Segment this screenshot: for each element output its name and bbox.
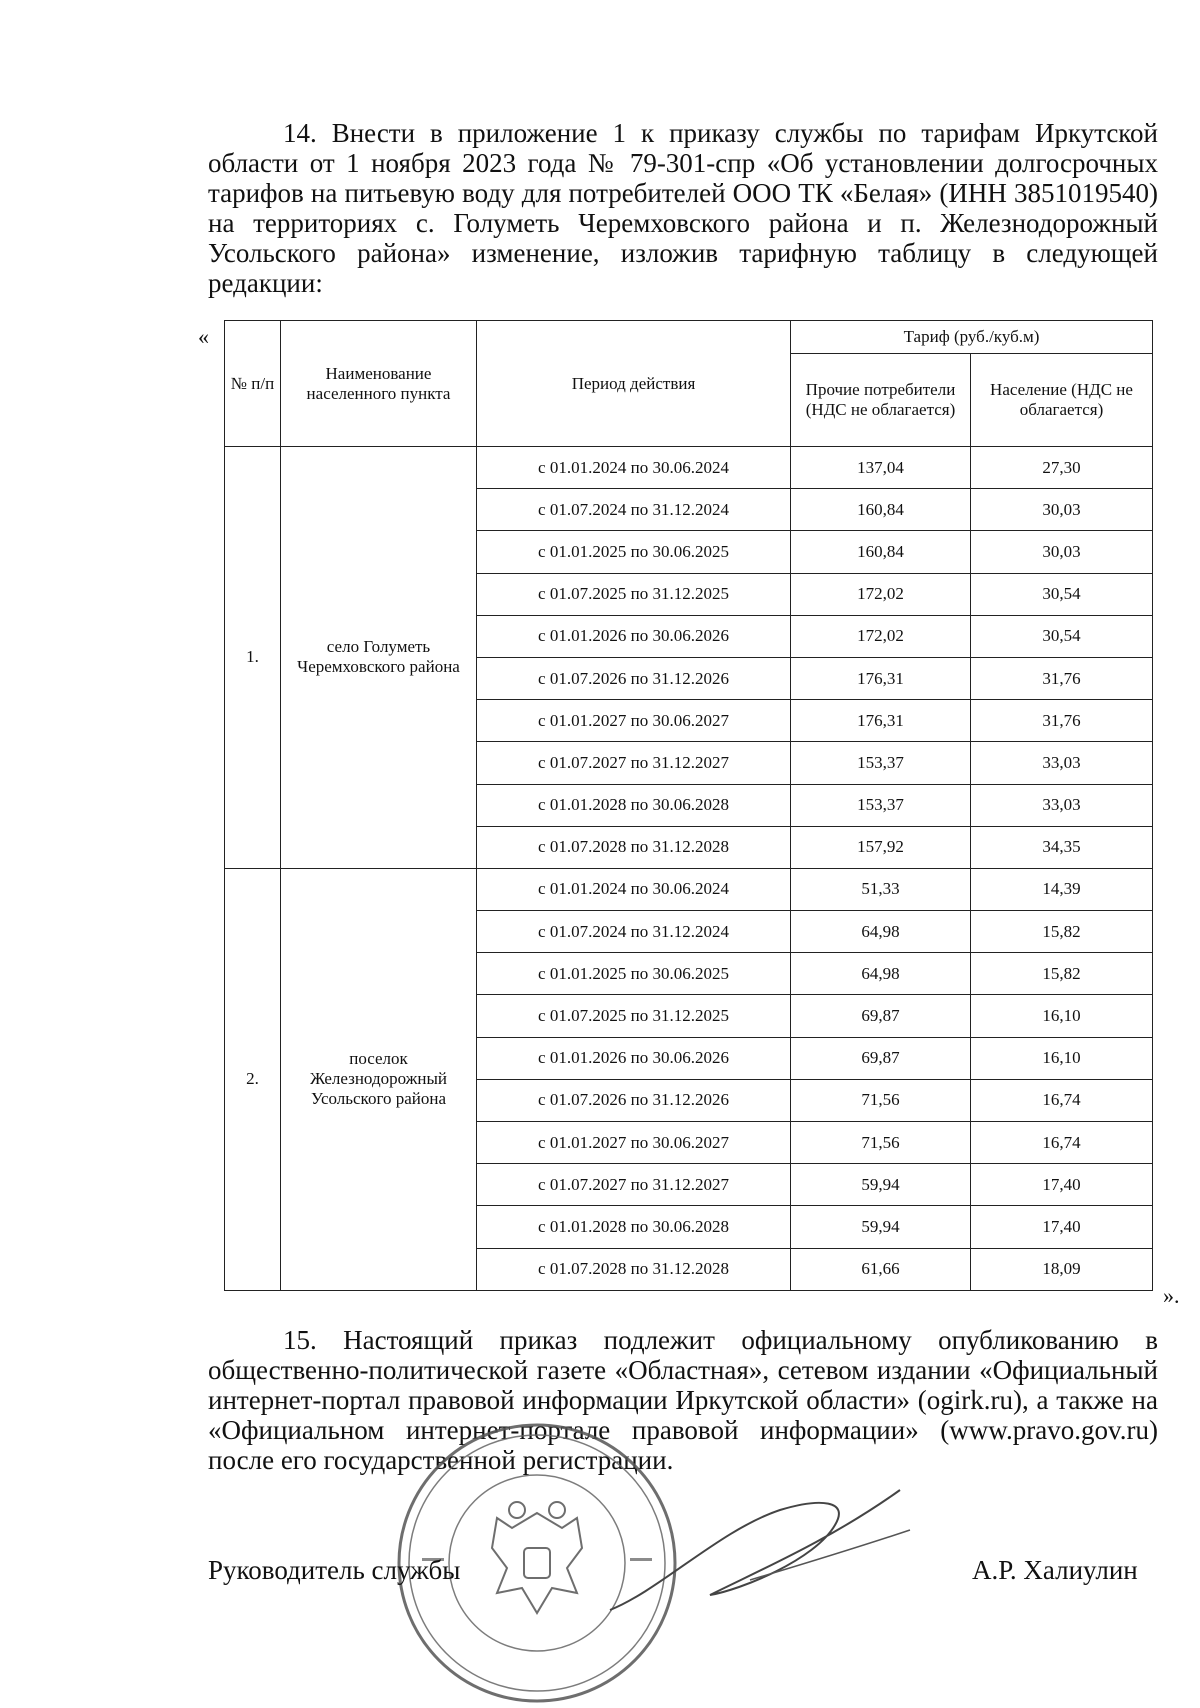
cell-other: 176,31 bbox=[791, 657, 971, 699]
cell-num: 1. bbox=[225, 447, 281, 869]
paragraph-14 bbox=[208, 118, 1158, 298]
cell-population: 30,03 bbox=[971, 531, 1153, 573]
cell-population: 16,74 bbox=[971, 1122, 1153, 1164]
header-population: Население (НДС не облагается) bbox=[971, 354, 1153, 447]
cell-population: 17,40 bbox=[971, 1206, 1153, 1248]
header-period: Период действия bbox=[477, 321, 791, 447]
header-other-consumers: Прочие потребители (НДС не облагается) bbox=[791, 354, 971, 447]
handwritten-signature bbox=[600, 1470, 920, 1630]
cell-period: с 01.01.2024 по 30.06.2024 bbox=[477, 868, 791, 910]
cell-period: с 01.07.2025 по 31.12.2025 bbox=[477, 995, 791, 1037]
cell-other: 137,04 bbox=[791, 447, 971, 489]
table-quote-open: « bbox=[198, 324, 209, 349]
table-row bbox=[225, 447, 1153, 489]
cell-population: 33,03 bbox=[971, 784, 1153, 826]
cell-period: с 01.01.2026 по 30.06.2026 bbox=[477, 1037, 791, 1079]
cell-period: с 01.01.2027 по 30.06.2027 bbox=[477, 700, 791, 742]
tariff-table bbox=[224, 320, 1153, 1291]
cell-period: с 01.01.2027 по 30.06.2027 bbox=[477, 1122, 791, 1164]
cell-other: 172,02 bbox=[791, 615, 971, 657]
cell-period: с 01.07.2028 по 31.12.2028 bbox=[477, 826, 791, 868]
cell-population: 16,10 bbox=[971, 995, 1153, 1037]
header-tariff: Тариф (руб./куб.м) bbox=[791, 321, 1153, 354]
paragraph-15-text: 15. Настоящий приказ подлежит официальному опубликованию в общественно-политической газете «Областная», сетевом издании «Официальный интернет-портал правовой информации Иркутской области» (ogirk.ru), а также на «Официальном интернет-портале правовой информации» (www.pravo.gov.ru) после его государственной регистрации. bbox=[208, 1325, 1158, 1475]
cell-period: с 01.07.2025 по 31.12.2025 bbox=[477, 573, 791, 615]
cell-period: с 01.07.2026 по 31.12.2026 bbox=[477, 657, 791, 699]
header-name: Наименование населенного пункта bbox=[281, 321, 477, 447]
cell-population: 31,76 bbox=[971, 700, 1153, 742]
cell-num: 2. bbox=[225, 868, 281, 1290]
cell-population: 30,54 bbox=[971, 615, 1153, 657]
signatory-position: Руководитель службы bbox=[208, 1555, 461, 1585]
cell-other: 172,02 bbox=[791, 573, 971, 615]
cell-population: 17,40 bbox=[971, 1164, 1153, 1206]
cell-population: 15,82 bbox=[971, 953, 1153, 995]
cell-other: 157,92 bbox=[791, 826, 971, 868]
cell-other: 71,56 bbox=[791, 1122, 971, 1164]
cell-settlement-name: село Голуметь Черемховского района bbox=[281, 447, 477, 869]
cell-period: с 01.01.2024 по 30.06.2024 bbox=[477, 447, 791, 489]
cell-other: 69,87 bbox=[791, 1037, 971, 1079]
cell-period: с 01.01.2026 по 30.06.2026 bbox=[477, 615, 791, 657]
cell-other: 51,33 bbox=[791, 868, 971, 910]
cell-other: 64,98 bbox=[791, 953, 971, 995]
cell-other: 160,84 bbox=[791, 531, 971, 573]
cell-population: 34,35 bbox=[971, 826, 1153, 868]
cell-other: 59,94 bbox=[791, 1206, 971, 1248]
cell-other: 64,98 bbox=[791, 911, 971, 953]
cell-population: 27,30 bbox=[971, 447, 1153, 489]
cell-population: 16,10 bbox=[971, 1037, 1153, 1079]
cell-period: с 01.07.2028 по 31.12.2028 bbox=[477, 1248, 791, 1290]
cell-period: с 01.07.2027 по 31.12.2027 bbox=[477, 742, 791, 784]
cell-period: с 01.07.2024 по 31.12.2024 bbox=[477, 489, 791, 531]
cell-population: 30,54 bbox=[971, 573, 1153, 615]
cell-other: 69,87 bbox=[791, 995, 971, 1037]
header-num: № п/п bbox=[225, 321, 281, 447]
cell-population: 16,74 bbox=[971, 1079, 1153, 1121]
table-row bbox=[225, 868, 1153, 910]
cell-period: с 01.07.2026 по 31.12.2026 bbox=[477, 1079, 791, 1121]
cell-period: с 01.01.2025 по 30.06.2025 bbox=[477, 953, 791, 995]
coat-of-arms-icon bbox=[492, 1502, 582, 1613]
cell-period: с 01.07.2027 по 31.12.2027 bbox=[477, 1164, 791, 1206]
cell-population: 33,03 bbox=[971, 742, 1153, 784]
paragraph-15 bbox=[208, 1325, 1158, 1475]
tariff-table-body bbox=[225, 447, 1153, 1291]
cell-population: 31,76 bbox=[971, 657, 1153, 699]
cell-other: 176,31 bbox=[791, 700, 971, 742]
cell-other: 153,37 bbox=[791, 784, 971, 826]
cell-other: 61,66 bbox=[791, 1248, 971, 1290]
cell-period: с 01.01.2028 по 30.06.2028 bbox=[477, 1206, 791, 1248]
cell-period: с 01.07.2024 по 31.12.2024 bbox=[477, 911, 791, 953]
paragraph-14-text: 14. Внести в приложение 1 к приказу службы по тарифам Иркутской области от 1 ноября 2023 года № 79-301-спр «Об установлении долгосрочных тарифов на питьевую воду для потребителей ООО ТК «Белая» (ИНН 3851019540) на территориях с. Голуметь Черемховского района и п. Железнодорожный Усольского района» изменение, изложив тарифную таблицу в следующей редакции: bbox=[208, 118, 1158, 298]
table-quote-close: ». bbox=[1163, 1283, 1180, 1308]
cell-other: 71,56 bbox=[791, 1079, 971, 1121]
cell-other: 160,84 bbox=[791, 489, 971, 531]
cell-period: с 01.01.2025 по 30.06.2025 bbox=[477, 531, 791, 573]
cell-settlement-name: поселок Железнодорожный Усольского района bbox=[281, 868, 477, 1290]
cell-population: 14,39 bbox=[971, 868, 1153, 910]
cell-population: 30,03 bbox=[971, 489, 1153, 531]
cell-period: с 01.01.2028 по 30.06.2028 bbox=[477, 784, 791, 826]
cell-other: 153,37 bbox=[791, 742, 971, 784]
cell-other: 59,94 bbox=[791, 1164, 971, 1206]
cell-population: 18,09 bbox=[971, 1248, 1153, 1290]
cell-population: 15,82 bbox=[971, 911, 1153, 953]
signatory-name: А.Р. Халиулин bbox=[972, 1555, 1138, 1585]
